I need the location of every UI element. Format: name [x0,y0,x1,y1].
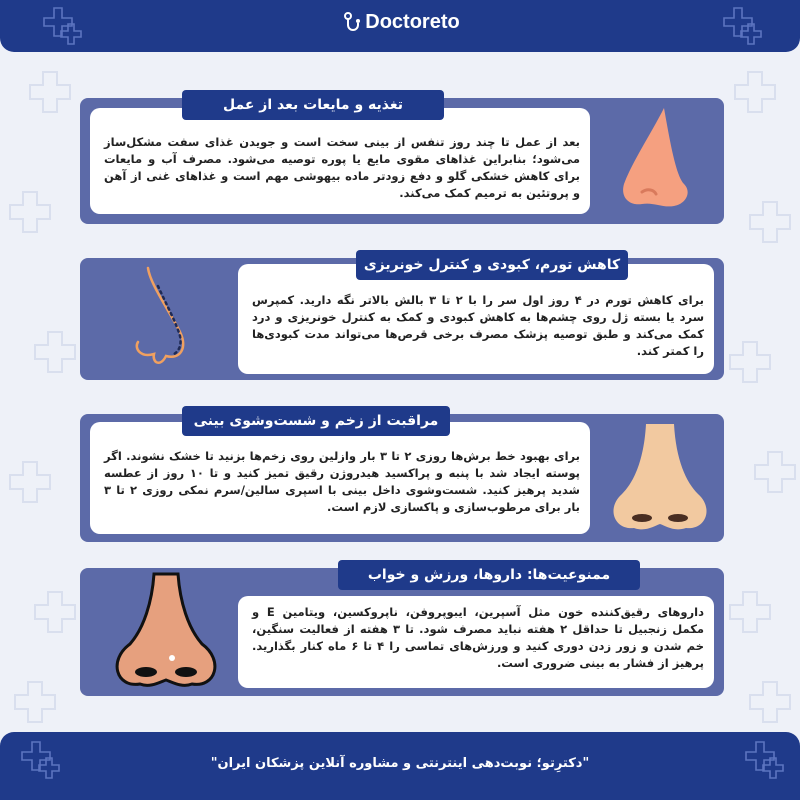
footer-tagline: "دکترِتو؛ نوبت‌دهی اینترنتی و مشاوره آنلاین پزشکان ایران" [210,756,590,771]
section-title: مراقبت از زخم و شست‌وشوی بینی [182,406,450,436]
section-body: بعد از عمل تا چند روز تنفس از بینی سخت است و جویدن غذای سفت مشکل‌ساز می‌شود؛ بنابراین غذاهای مقوی مایع یا پوره توصیه می‌شود. مصرف آب و مایعات برای کاهش خشکی گلو و دفع زودتر ماده بیهوشی مهم است و غذاهای غنی از آهن و پروتئین به ترمیم کمک می‌کند. [104,135,580,200]
section-title: تغذیه و مایعات بعد از عمل [182,90,444,120]
section-body: برای بهبود خط برش‌ها روزی ۲ تا ۳ بار وازلین روی زخم‌ها بزنید تا خشک نشوند. اگر پوسته ایجاد شد با پنبه و پراکسید هیدروژن رقیق تمیز کنید و تا ۱۰ روز از عطسه شدید پرهیز کنید. شست‌وشوی داخل بینی با اسپری سالین/سرم نمکی روزی ۲ تا ۳ بار برای مرطوب‌سازی و پاکسازی لازم است. [104,449,580,514]
brand-name: Doctoreto [365,11,460,33]
section-body: برای کاهش تورم در ۴ روز اول سر را با ۲ تا ۳ بالش بالاتر نگه دارید. کمپرس سرد یا بسته ژل روی چشم‌ها به کاهش کبودی و کمک به کنترل خونریزی و درد کمک می‌کند و طبق توصیه پزشک مصرف برخی قرص‌ها می‌تواند مدت کبودی‌ها را کمتر کند. [252,293,704,358]
footer-bar [0,732,800,800]
header-bar [0,0,800,52]
nose-profile-icon [602,102,714,220]
brand-logo [0,10,800,34]
section-title: ممنوعیت‌ها: داروها، ورزش و خواب [338,560,640,590]
medical-cross-icon [718,4,764,50]
doctoreto-logo-icon [340,10,362,32]
nose-large-icon [106,572,226,692]
nose-outline-icon [110,264,210,374]
medical-cross-icon [740,738,786,784]
section-title: کاهش تورم، کبودی و کنترل خونریزی [356,250,628,280]
section-body: داروهای رقیق‌کننده خون مثل آسپرین، ایبوپروفن، ناپروکسین، ویتامین E و مکمل زنجبیل تا حداقل ۲ هفته نباید مصرف شود. تا ۳ هفته از فعالیت سنگین، خم شدن و زور زدن دوری کنید و ورزش‌های تماسی را ۴ تا ۶ ماه کنار بگذارید. پرهیز از فشار به بینی ضروری است. [252,605,705,670]
nose-front-icon [602,420,718,538]
